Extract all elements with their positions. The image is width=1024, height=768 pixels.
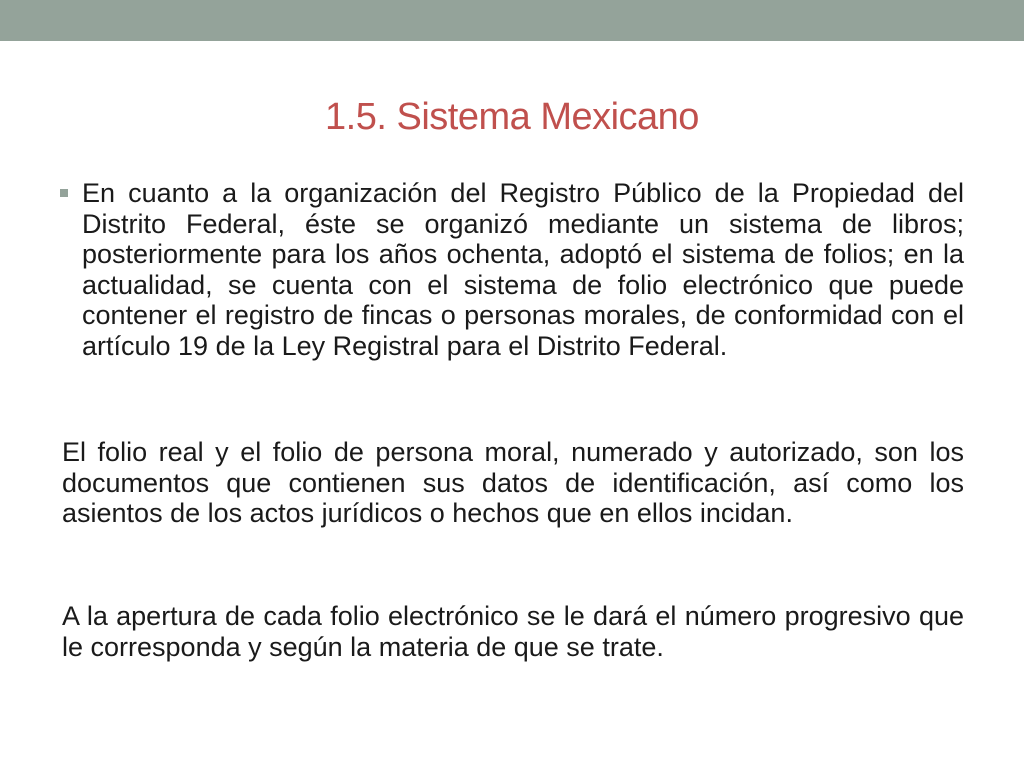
paragraph-apertura-folio: A la apertura de cada folio electrónico se le dará el número progresivo que le corresponda y según la materia de que se trate. — [62, 601, 964, 662]
bullet-text: En cuanto a la organización del Registro Público de la Propiedad del Distrito Federal, éste se organizó mediante un sistema de libros; posteriormente para los años ochenta, adoptó el sistema de folios; en la actualidad, se cuenta con el sistema de folio electrónico que puede contener el registro de fincas o personas morales, de conformidad con el artículo 19 de la Ley Registral para el Distrito Federal. — [82, 178, 964, 361]
square-bullet-icon — [60, 189, 68, 197]
slide-title: 1.5. Sistema Mexicano — [325, 96, 699, 138]
paragraph-folio-real: El folio real y el folio de persona moral, numerado y autorizado, son los documentos que contienen sus datos de identificación, así como los asientos de los actos jurídicos o hechos que en ellos incidan. — [62, 437, 964, 528]
bullet-item — [60, 178, 964, 361]
top-accent-bar — [0, 0, 1024, 41]
